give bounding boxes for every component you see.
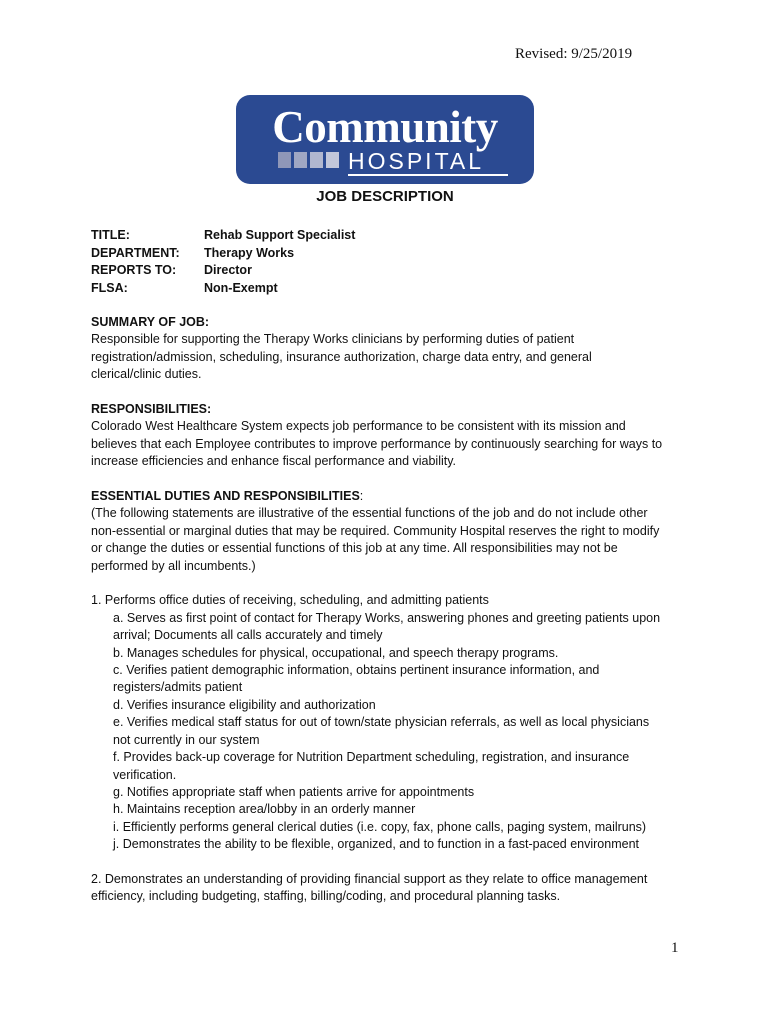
responsibilities-section	[91, 401, 691, 471]
meta-label: TITLE:	[91, 228, 130, 242]
meta-label: DEPARTMENT:	[91, 245, 180, 260]
section-heading: RESPONSIBILITIES:	[91, 402, 212, 417]
paragraph-line: Responsible for supporting the Therapy Works clinicians by performing duties of patient	[91, 332, 575, 347]
duty-item-line: b. Manages schedules for physical, occupational, and speech therapy programs.	[113, 645, 559, 660]
summary-section	[91, 314, 691, 384]
meta-row-reports-to	[91, 262, 355, 280]
paragraph-line: registration/admission, scheduling, insurance authorization, charge data entry, and general	[91, 349, 592, 364]
meta-row-title	[91, 227, 355, 245]
document-title: JOB DESCRIPTION	[316, 188, 454, 205]
paragraph-line: Colorado West Healthcare System expects job performance to be consistent with its mission and	[91, 419, 626, 434]
duty-item-line: h. Maintains reception area/lobby in an orderly manner	[113, 802, 416, 817]
duty-item-line: e. Verifies medical staff status for out of town/state physician referrals, as well as local physicians	[113, 715, 650, 730]
paragraph-line: or change the duties or essential functions of this job at any time. All responsibilities may not be	[91, 541, 618, 556]
paragraph-line: (The following statements are illustrative of the essential functions of the job and do not include other	[91, 506, 648, 521]
meta-row-flsa	[91, 280, 355, 298]
logo-word-community: Community	[272, 102, 498, 152]
meta-value: Director	[204, 263, 252, 277]
paragraph-line: performed by all incumbents.)	[91, 558, 256, 573]
community-hospital-logo	[236, 95, 534, 184]
duty-heading: 1. Performs office duties of receiving, scheduling, and admitting patients	[91, 593, 489, 608]
meta-value: Rehab Support Specialist	[204, 228, 356, 242]
duty-item-line: g. Notifies appropriate staff when patients arrive for appointments	[113, 784, 475, 799]
duty-1-section	[91, 592, 691, 853]
meta-row-department	[91, 245, 355, 263]
duty-item-line: i. Efficiently performs general clerical duties (i.e. copy, fax, phone calls, paging system, mailruns)	[113, 819, 647, 834]
duty-item-line: verification.	[113, 767, 177, 782]
essential-duties-section	[91, 488, 691, 575]
paragraph-line: non-essential or marginal duties that may be required. Community Hospital reserves the right to modify	[91, 523, 660, 538]
duty-item-line: c. Verifies patient demographic information, obtains pertinent insurance information, and	[113, 663, 600, 678]
duty-item-line: not currently in our system	[113, 732, 260, 747]
page-number: 1	[671, 940, 679, 956]
logo-word-hospital: HOSPITAL	[348, 148, 485, 174]
paragraph-line: believes that each Employee contributes to improve performance by continuously searching for ways to	[91, 436, 663, 451]
duty-2-section	[91, 871, 691, 906]
duty-item-line: f. Provides back-up coverage for Nutrition Department scheduling, registration, and insurance	[113, 750, 630, 765]
paragraph-line: clerical/clinic duties.	[91, 367, 202, 382]
revised-date: Revised: 9/25/2019	[515, 46, 633, 62]
duty-item-line: arrival; Documents all calls accurately and timely	[113, 628, 383, 643]
document-body	[91, 314, 691, 906]
duty-item-line: j. Demonstrates the ability to be flexible, organized, and to function in a fast-paced environment	[113, 837, 639, 852]
duty-item-line: d. Verifies insurance eligibility and authorization	[113, 697, 376, 712]
paragraph-line: efficiency, including budgeting, staffing, billing/coding, and procedural planning tasks.	[91, 889, 561, 904]
paragraph-line: 2. Demonstrates an understanding of providing financial support as they relate to office management	[91, 871, 648, 886]
section-heading-line	[91, 488, 691, 505]
heading-colon: :	[359, 489, 364, 504]
meta-label: FLSA:	[91, 280, 128, 295]
section-heading: ESSENTIAL DUTIES AND RESPONSIBILITIES	[91, 489, 360, 504]
logo-squares-icon	[278, 152, 339, 168]
meta-value: Therapy Works	[204, 245, 295, 260]
duty-item-line: registers/admits patient	[113, 680, 243, 695]
section-heading: SUMMARY OF JOB:	[91, 315, 210, 329]
paragraph-line: increase efficiencies and enhance fiscal performance and viability.	[91, 454, 457, 469]
duty-item-line: a. Serves as first point of contact for Therapy Works, answering phones and greeting patients upon	[113, 610, 661, 625]
meta-value: Non-Exempt	[204, 280, 278, 295]
logo-underline	[348, 174, 508, 176]
job-meta	[91, 227, 355, 297]
meta-label: REPORTS TO:	[91, 263, 177, 277]
